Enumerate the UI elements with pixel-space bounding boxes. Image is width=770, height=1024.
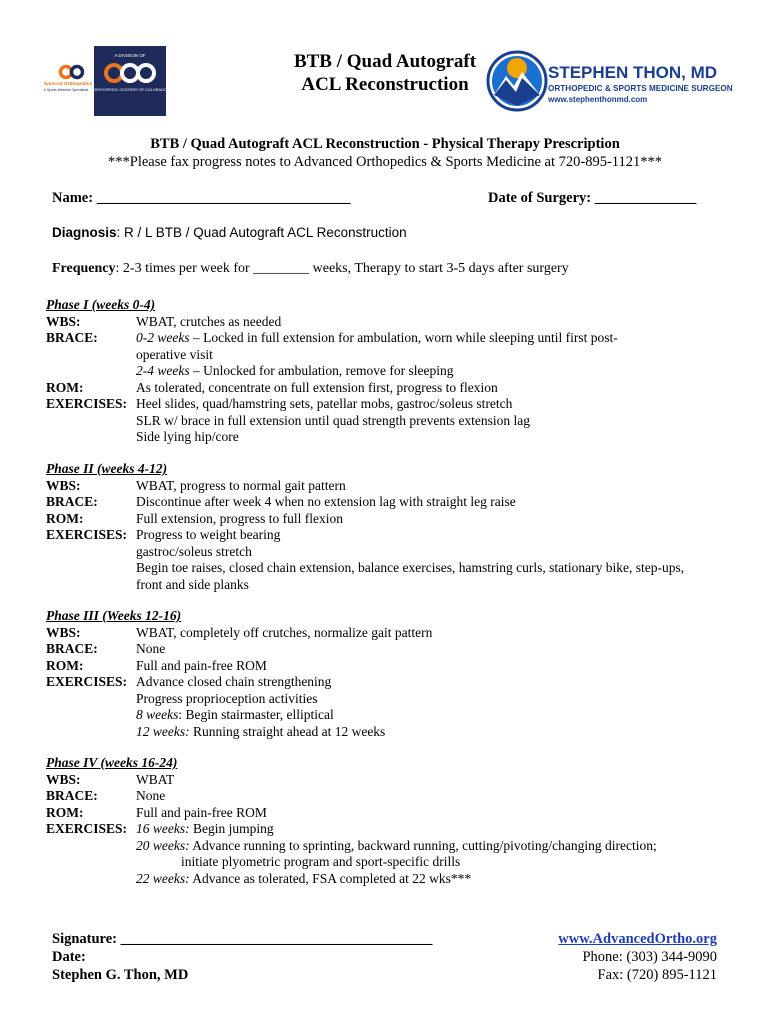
phase-1-brace-line-1-text: – Locked in full extension for ambulation, worn while sleeping until first post- — [189, 330, 618, 345]
phase-1-brace-line-3-text: – Unlocked for ambulation, remove for sleeping — [189, 363, 454, 378]
phase-4-exercises-label: EXERCISES: — [46, 821, 128, 836]
fax-text: Fax: (720) 895-1121 — [597, 966, 717, 983]
phase-3-exercise-1: Advance closed chain strengthening — [136, 674, 332, 689]
footer-contact — [558, 931, 717, 984]
phase-3-exercise-3-text: : Begin stairmaster, elliptical — [178, 707, 334, 722]
phase-4-exercise-1-text: Begin jumping — [189, 821, 274, 836]
phase-4-rom-value: Full and pain-free ROM — [136, 805, 267, 820]
phase-3-wbs-value: WBAT, completely off crutches, normalize gait pattern — [136, 625, 433, 640]
phase-3-wbs-label: WBS: — [46, 625, 81, 640]
phase-2-rom-label: ROM: — [46, 511, 84, 526]
page-title-line1: BTB / Quad Autograft — [293, 51, 477, 72]
date-label: Date: — [52, 949, 86, 965]
phase-1-exercise-3: Side lying hip/core — [136, 429, 239, 444]
phase-2-brace-label: BRACE: — [46, 494, 98, 509]
phase-1-rom-value: As tolerated, concentrate on full extension first, progress to flexion — [136, 380, 498, 395]
phase-4-exercise-2-text: Advance running to sprinting, backward running, cutting/pivoting/changing direction; — [189, 838, 657, 853]
signature-field[interactable] — [52, 931, 432, 948]
phase-4-exercise-4 — [136, 871, 471, 888]
phase-2-section — [0, 461, 770, 591]
phase-1-exercises-label: EXERCISES: — [46, 396, 128, 411]
phase-4-exercise-1-italic: 16 weeks: — [136, 821, 190, 836]
diagnosis-label: Diagnosis — [52, 225, 117, 240]
phase-3-exercise-4-text: Running straight ahead at 12 weeks — [189, 724, 386, 739]
ao-brand-text: Advanced Orthopedics — [44, 82, 93, 87]
diagnosis-row — [52, 225, 407, 242]
phase-1-wbs-value: WBAT, crutches as needed — [136, 314, 282, 329]
phase-1-brace-label: BRACE: — [46, 330, 98, 345]
page-title-line2: ACL Reconstruction — [301, 74, 469, 95]
phase-1-brace-line-1 — [136, 330, 618, 347]
phase-4-wbs-value: WBAT — [136, 772, 175, 787]
phase-3-exercise-3-italic: 8 weeks — [136, 707, 179, 722]
phase-3-exercise-2: Progress proprioception activities — [136, 691, 318, 706]
phase-4-brace-label: BRACE: — [46, 788, 98, 803]
phase-1-section — [0, 297, 770, 447]
thon-tagline-text: ORTHOPEDIC & SPORTS MEDICINE SURGEON — [548, 84, 733, 93]
phase-1-brace-line-3-italic: 2-4 weeks — [136, 363, 190, 378]
thon-name-text: STEPHEN THON, MD — [548, 63, 718, 82]
signature-label: Signature: — [52, 931, 117, 947]
phase-2-exercise-2: gastroc/soleus stretch — [136, 544, 252, 559]
signature-line[interactable]: ___________________________________________ — [120, 931, 433, 947]
surgery-date-label: Date of Surgery: — [488, 190, 592, 206]
phase-4-exercise-2 — [136, 838, 657, 855]
phase-4-rom-label: ROM: — [46, 805, 84, 820]
name-field[interactable] — [52, 190, 350, 207]
phase-1-brace-line-3 — [136, 363, 454, 380]
surgery-date-line[interactable]: ______________ — [594, 190, 697, 206]
phase-2-title: Phase II (weeks 4-12) — [46, 461, 168, 476]
frequency-label: Frequency — [52, 261, 116, 276]
doctor-name: Stephen G. Thon, MD — [52, 967, 189, 983]
phase-4-brace-value: None — [136, 788, 166, 803]
phase-2-exercises-label: EXERCISES: — [46, 527, 128, 542]
phase-2-exercise-1: Progress to weight bearing — [136, 527, 281, 542]
phase-1-wbs-label: WBS: — [46, 314, 81, 329]
document-subtitle: BTB / Quad Autograft ACL Reconstruction - Physical Therapy Prescription — [150, 136, 620, 152]
website-link[interactable]: www.AdvancedOrtho.org — [558, 931, 717, 947]
phase-3-rom-value: Full and pain-free ROM — [136, 658, 267, 673]
phase-2-rom-value: Full extension, progress to full flexion — [136, 511, 343, 526]
thon-logo-graphic — [486, 50, 736, 112]
fax-note: ***Please fax progress notes to Advanced Orthopedics & Sports Medicine at 720-895-1121*** — [108, 154, 662, 170]
phone-text: Phone: (303) 344-9090 — [582, 948, 717, 965]
phase-4-exercise-3: initiate plyometric program and sport-specific drills — [181, 854, 461, 869]
phase-1-exercise-1: Heel slides, quad/hamstring sets, patellar mobs, gastroc/soleus stretch — [136, 396, 513, 411]
phase-3-brace-value: None — [136, 641, 166, 656]
phase-4-exercise-4-italic: 22 weeks: — [136, 871, 190, 886]
surgery-date-field[interactable] — [488, 190, 696, 207]
phase-4-wbs-label: WBS: — [46, 772, 81, 787]
name-label: Name: — [52, 190, 94, 206]
phase-3-exercises-label: EXERCISES: — [46, 674, 128, 689]
frequency-row — [52, 261, 569, 278]
stephen-thon-logo — [486, 50, 736, 112]
phase-4-exercise-1 — [136, 821, 274, 838]
ao-division-text: A DIVISION OF — [114, 53, 146, 58]
phase-2-wbs-value: WBAT, progress to normal gait pattern — [136, 478, 346, 493]
thon-url-text: www.stephenthonmd.com — [548, 95, 648, 104]
phase-3-exercise-4-italic: 12 weeks: — [136, 724, 190, 739]
phase-2-exercise-3: Begin toe raises, closed chain extension, balance exercises, hamstring curls, stationary bike, step-ups, — [136, 560, 685, 575]
phase-1-brace-line-1-italic: 0-2 weeks — [136, 330, 190, 345]
phase-3-section — [0, 608, 770, 743]
phase-2-brace-value: Discontinue after week 4 when no extension lag with straight leg raise — [136, 494, 516, 509]
phase-3-brace-label: BRACE: — [46, 641, 98, 656]
phase-3-rom-label: ROM: — [46, 658, 84, 673]
phase-2-wbs-label: WBS: — [46, 478, 81, 493]
phase-3-exercise-3 — [136, 707, 334, 724]
phase-1-brace-line-2: operative visit — [136, 347, 213, 362]
name-line[interactable]: ___________________________________ — [96, 190, 351, 206]
ao-panel-text: ORTHOPEDIC CENTERS OF COLORADO — [93, 88, 166, 92]
phase-4-exercise-2-italic: 20 weeks: — [136, 838, 190, 853]
phase-4-section — [0, 755, 770, 890]
ao-brand-sub-text: & Sports Medicine Specialists — [44, 88, 89, 92]
frequency-text: : 2-3 times per week for ________ weeks, Therapy to start 3-5 days after surgery — [115, 261, 569, 276]
diagnosis-text: : R / L BTB / Quad Autograft ACL Reconstruction — [116, 225, 407, 240]
phase-3-title: Phase III (Weeks 12-16) — [46, 608, 182, 623]
phase-4-exercise-4-text: Advance as tolerated, FSA completed at 22 wks*** — [189, 871, 472, 886]
phase-1-exercise-2: SLR w/ brace in full extension until quad strength prevents extension lag — [136, 413, 531, 428]
phase-4-title: Phase IV (weeks 16-24) — [46, 755, 178, 770]
phase-1-rom-label: ROM: — [46, 380, 84, 395]
phase-1-title: Phase I (weeks 0-4) — [46, 297, 156, 312]
phase-2-exercise-4: front and side planks — [136, 577, 249, 592]
phase-3-exercise-4 — [136, 724, 385, 741]
